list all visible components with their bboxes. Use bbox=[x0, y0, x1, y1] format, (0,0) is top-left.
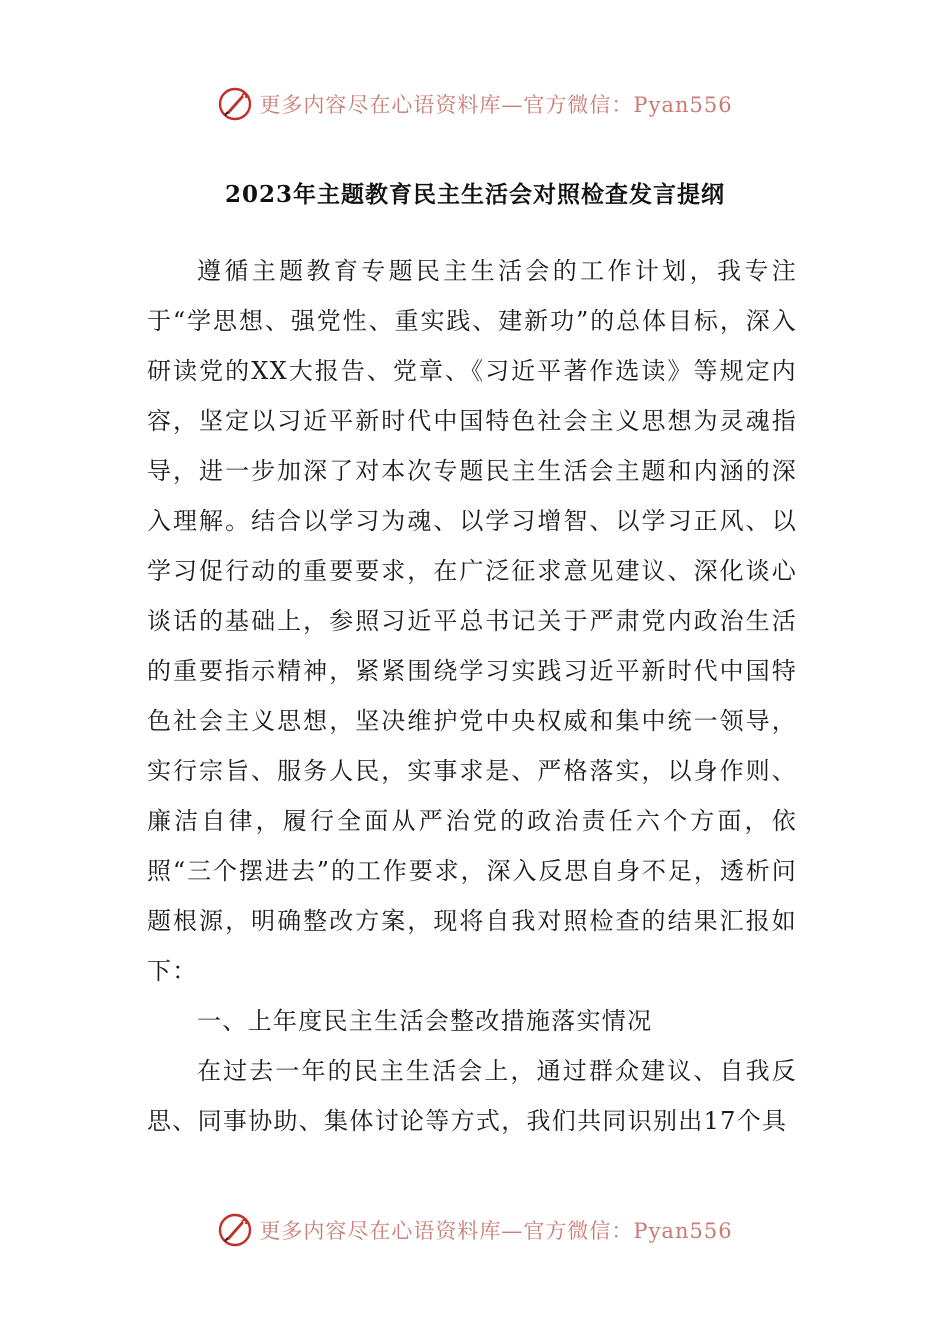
paragraph-text: 遵循主题教育专题民主生活会的工作计划，我专注于“学思想、强党性、重实践、建新功”的总体目标，深入研读党的XX大报告、党章、《习近平著作选读》等规定内容，坚定以习近平新时代中国特色社会主义思想为灵魂指导，进一步加深了对本次专题民主生活会主题和内涵的深入理解。结合以学习为魂、以学习增智、以学习正风、以学习促行动的重要要求，在广泛征求意见建议、深化谈心谈话的基础上，参照习近平总书记关于严肃党内政治生活的重要指示精神，紧紧围绕学习实践习近平新时代中国特色社会主义思想，坚决维护党中央权威和集中统一领导，实行宗旨、服务人民，实事求是、严格落实，以身作则、廉洁自律，履行全面从严治党的政治责任六个方面，依照“三个摆进去”的工作要求，深入反思自身不足，透析问题根源，明确整改方案，现将自我对照检查的结果汇报如下： bbox=[147, 257, 797, 985]
paragraph-intro bbox=[147, 246, 797, 996]
header-watermark bbox=[0, 82, 950, 126]
document-title: 2023年主题教育民主生活会对照检查发言提纲 bbox=[224, 181, 725, 208]
paragraph-section-1 bbox=[147, 1046, 797, 1146]
watermark-text: 更多内容尽在心语资料库—官方微信：Pyan556 bbox=[259, 93, 733, 117]
paragraph-text: 在过去一年的民主生活会上，通过群众建议、自我反思、同事协助、集体讨论等方式，我们共同识别出17个具 bbox=[147, 1057, 797, 1135]
quill-pen-icon bbox=[217, 1212, 253, 1248]
footer-watermark bbox=[0, 1208, 950, 1252]
section-heading-text: 一、上年度民主生活会整改措施落实情况 bbox=[197, 1007, 653, 1035]
quill-pen-icon bbox=[217, 86, 253, 122]
section-heading bbox=[147, 996, 797, 1046]
watermark-text: 更多内容尽在心语资料库—官方微信：Pyan556 bbox=[259, 1219, 733, 1243]
